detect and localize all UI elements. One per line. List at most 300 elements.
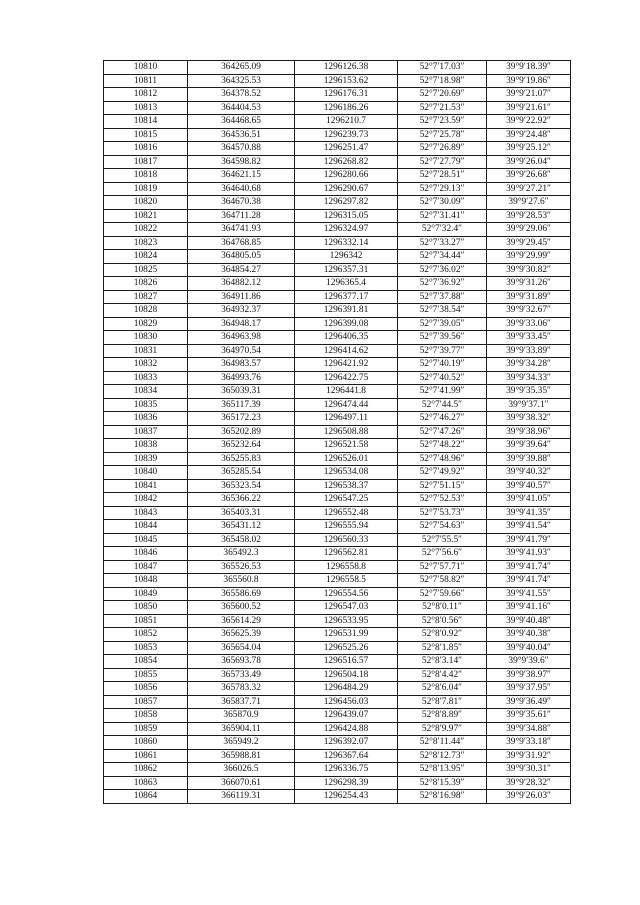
- y-coordinate-cell: 1296441.8: [295, 385, 398, 399]
- x-coordinate-cell: 365431.12: [188, 520, 295, 534]
- y-coordinate-cell: 1296254.43: [295, 790, 398, 804]
- latitude-cell: 52°7′58.82″: [398, 574, 487, 588]
- y-coordinate-cell: 1296526.01: [295, 452, 398, 466]
- y-coordinate-cell: 1296521.58: [295, 439, 398, 453]
- coordinates-table-body: [104, 61, 571, 804]
- longitude-cell: 39°9′35.61″: [487, 709, 571, 723]
- x-coordinate-cell: 365403.31: [188, 506, 295, 520]
- point-number-cell: 10830: [104, 331, 188, 345]
- point-number-cell: 10834: [104, 385, 188, 399]
- table-row: [104, 668, 571, 682]
- y-coordinate-cell: 1296525.26: [295, 641, 398, 655]
- table-row: [104, 115, 571, 129]
- longitude-cell: 39°9′34.33″: [487, 371, 571, 385]
- y-coordinate-cell: 1296516.57: [295, 655, 398, 669]
- latitude-cell: 52°8′15.39″: [398, 776, 487, 790]
- table-row: [104, 398, 571, 412]
- x-coordinate-cell: 365285.54: [188, 466, 295, 480]
- point-number-cell: 10849: [104, 587, 188, 601]
- latitude-cell: 52°7′33.27″: [398, 236, 487, 250]
- longitude-cell: 39°9′38.32″: [487, 412, 571, 426]
- longitude-cell: 39°9′39.64″: [487, 439, 571, 453]
- point-number-cell: 10842: [104, 493, 188, 507]
- y-coordinate-cell: 1296367.64: [295, 749, 398, 763]
- point-number-cell: 10813: [104, 101, 188, 115]
- latitude-cell: 52°7′30.09″: [398, 196, 487, 210]
- longitude-cell: 39°9′19.86″: [487, 74, 571, 88]
- latitude-cell: 52°8′13.95″: [398, 763, 487, 777]
- table-row: [104, 574, 571, 588]
- table-row: [104, 331, 571, 345]
- table-row: [104, 533, 571, 547]
- table-row: [104, 601, 571, 615]
- latitude-cell: 52°7′54.63″: [398, 520, 487, 534]
- latitude-cell: 52°8′0.11″: [398, 601, 487, 615]
- latitude-cell: 52°8′6.04″: [398, 682, 487, 696]
- latitude-cell: 52°7′17.03″: [398, 61, 487, 75]
- point-number-cell: 10827: [104, 290, 188, 304]
- point-number-cell: 10831: [104, 344, 188, 358]
- latitude-cell: 52°7′34.44″: [398, 250, 487, 264]
- y-coordinate-cell: 1296421.92: [295, 358, 398, 372]
- x-coordinate-cell: 365837.71: [188, 695, 295, 709]
- x-coordinate-cell: 365232.64: [188, 439, 295, 453]
- y-coordinate-cell: 1296239.73: [295, 128, 398, 142]
- x-coordinate-cell: 365526.53: [188, 560, 295, 574]
- table-row: [104, 641, 571, 655]
- point-number-cell: 10812: [104, 88, 188, 102]
- longitude-cell: 39°9′40.57″: [487, 479, 571, 493]
- point-number-cell: 10848: [104, 574, 188, 588]
- latitude-cell: 52°8′0.56″: [398, 614, 487, 628]
- latitude-cell: 52°7′40.52″: [398, 371, 487, 385]
- y-coordinate-cell: 1296315.05: [295, 209, 398, 223]
- latitude-cell: 52°7′37.88″: [398, 290, 487, 304]
- point-number-cell: 10819: [104, 182, 188, 196]
- table-row: [104, 493, 571, 507]
- point-number-cell: 10859: [104, 722, 188, 736]
- table-row: [104, 317, 571, 331]
- table-row: [104, 358, 571, 372]
- latitude-cell: 52°7′26.89″: [398, 142, 487, 156]
- point-number-cell: 10850: [104, 601, 188, 615]
- table-row: [104, 709, 571, 723]
- y-coordinate-cell: 1296251.47: [295, 142, 398, 156]
- latitude-cell: 52°7′48.96″: [398, 452, 487, 466]
- x-coordinate-cell: 364570.88: [188, 142, 295, 156]
- longitude-cell: 39°9′18.39″: [487, 61, 571, 75]
- point-number-cell: 10836: [104, 412, 188, 426]
- coordinates-table: [103, 60, 571, 804]
- table-row: [104, 628, 571, 642]
- x-coordinate-cell: 364963.98: [188, 331, 295, 345]
- point-number-cell: 10856: [104, 682, 188, 696]
- point-number-cell: 10825: [104, 263, 188, 277]
- x-coordinate-cell: 365117.39: [188, 398, 295, 412]
- longitude-cell: 39°9′28.53″: [487, 209, 571, 223]
- x-coordinate-cell: 365560.8: [188, 574, 295, 588]
- point-number-cell: 10811: [104, 74, 188, 88]
- latitude-cell: 52°8′7.81″: [398, 695, 487, 709]
- longitude-cell: 39°9′35.35″: [487, 385, 571, 399]
- latitude-cell: 52°8′16.98″: [398, 790, 487, 804]
- table-row: [104, 790, 571, 804]
- point-number-cell: 10864: [104, 790, 188, 804]
- longitude-cell: 39°9′41.05″: [487, 493, 571, 507]
- y-coordinate-cell: 1296280.66: [295, 169, 398, 183]
- longitude-cell: 39°9′26.68″: [487, 169, 571, 183]
- latitude-cell: 52°8′1.85″: [398, 641, 487, 655]
- longitude-cell: 39°9′41.54″: [487, 520, 571, 534]
- table-row: [104, 142, 571, 156]
- point-number-cell: 10837: [104, 425, 188, 439]
- y-coordinate-cell: 1296365.4: [295, 277, 398, 291]
- longitude-cell: 39°9′31.92″: [487, 749, 571, 763]
- x-coordinate-cell: 364621.15: [188, 169, 295, 183]
- point-number-cell: 10839: [104, 452, 188, 466]
- point-number-cell: 10860: [104, 736, 188, 750]
- latitude-cell: 52°8′11.44″: [398, 736, 487, 750]
- table-row: [104, 466, 571, 480]
- latitude-cell: 52°7′57.71″: [398, 560, 487, 574]
- y-coordinate-cell: 1296552.48: [295, 506, 398, 520]
- longitude-cell: 39°9′21.07″: [487, 88, 571, 102]
- table-row: [104, 182, 571, 196]
- latitude-cell: 52°7′25.78″: [398, 128, 487, 142]
- table-row: [104, 614, 571, 628]
- x-coordinate-cell: 365783.32: [188, 682, 295, 696]
- longitude-cell: 39°9′28.32″: [487, 776, 571, 790]
- longitude-cell: 39°9′38.96″: [487, 425, 571, 439]
- latitude-cell: 52°7′38.54″: [398, 304, 487, 318]
- longitude-cell: 39°9′41.79″: [487, 533, 571, 547]
- y-coordinate-cell: 1296297.82: [295, 196, 398, 210]
- longitude-cell: 39°9′37.95″: [487, 682, 571, 696]
- point-number-cell: 10838: [104, 439, 188, 453]
- longitude-cell: 39°9′33.18″: [487, 736, 571, 750]
- y-coordinate-cell: 1296533.95: [295, 614, 398, 628]
- point-number-cell: 10828: [104, 304, 188, 318]
- y-coordinate-cell: 1296391.81: [295, 304, 398, 318]
- x-coordinate-cell: 364325.53: [188, 74, 295, 88]
- x-coordinate-cell: 364711.28: [188, 209, 295, 223]
- latitude-cell: 52°7′39.56″: [398, 331, 487, 345]
- longitude-cell: 39°9′41.74″: [487, 574, 571, 588]
- longitude-cell: 39°9′33.45″: [487, 331, 571, 345]
- table-row: [104, 61, 571, 75]
- longitude-cell: 39°9′33.89″: [487, 344, 571, 358]
- latitude-cell: 52°7′31.41″: [398, 209, 487, 223]
- point-number-cell: 10820: [104, 196, 188, 210]
- table-row: [104, 250, 571, 264]
- table-row: [104, 128, 571, 142]
- x-coordinate-cell: 365625.39: [188, 628, 295, 642]
- point-number-cell: 10821: [104, 209, 188, 223]
- table-row: [104, 587, 571, 601]
- y-coordinate-cell: 1296406.35: [295, 331, 398, 345]
- x-coordinate-cell: 364932.37: [188, 304, 295, 318]
- table-row: [104, 560, 571, 574]
- longitude-cell: 39°9′32.67″: [487, 304, 571, 318]
- table-row: [104, 277, 571, 291]
- point-number-cell: 10851: [104, 614, 188, 628]
- point-number-cell: 10845: [104, 533, 188, 547]
- latitude-cell: 52°8′0.92″: [398, 628, 487, 642]
- y-coordinate-cell: 1296538.37: [295, 479, 398, 493]
- x-coordinate-cell: 365586.69: [188, 587, 295, 601]
- latitude-cell: 52°8′8.89″: [398, 709, 487, 723]
- table-row: [104, 169, 571, 183]
- table-row: [104, 439, 571, 453]
- x-coordinate-cell: 365654.04: [188, 641, 295, 655]
- point-number-cell: 10861: [104, 749, 188, 763]
- y-coordinate-cell: 1296547.03: [295, 601, 398, 615]
- table-row: [104, 520, 571, 534]
- x-coordinate-cell: 366119.31: [188, 790, 295, 804]
- point-number-cell: 10843: [104, 506, 188, 520]
- point-number-cell: 10824: [104, 250, 188, 264]
- table-row: [104, 425, 571, 439]
- latitude-cell: 52°7′41.99″: [398, 385, 487, 399]
- longitude-cell: 39°9′22.92″: [487, 115, 571, 129]
- y-coordinate-cell: 1296342: [295, 250, 398, 264]
- x-coordinate-cell: 365366.22: [188, 493, 295, 507]
- table-row: [104, 506, 571, 520]
- table-row: [104, 682, 571, 696]
- y-coordinate-cell: 1296186.26: [295, 101, 398, 115]
- x-coordinate-cell: 365039.31: [188, 385, 295, 399]
- latitude-cell: 52°7′46.27″: [398, 412, 487, 426]
- x-coordinate-cell: 366070.61: [188, 776, 295, 790]
- longitude-cell: 39°9′25.12″: [487, 142, 571, 156]
- table-row: [104, 722, 571, 736]
- longitude-cell: 39°9′26.04″: [487, 155, 571, 169]
- x-coordinate-cell: 365323.54: [188, 479, 295, 493]
- point-number-cell: 10822: [104, 223, 188, 237]
- y-coordinate-cell: 1296554.56: [295, 587, 398, 601]
- y-coordinate-cell: 1296439.07: [295, 709, 398, 723]
- y-coordinate-cell: 1296392.07: [295, 736, 398, 750]
- x-coordinate-cell: 365870.9: [188, 709, 295, 723]
- x-coordinate-cell: 364948.17: [188, 317, 295, 331]
- x-coordinate-cell: 364805.05: [188, 250, 295, 264]
- longitude-cell: 39°9′29.45″: [487, 236, 571, 250]
- point-number-cell: 10855: [104, 668, 188, 682]
- x-coordinate-cell: 364670.38: [188, 196, 295, 210]
- longitude-cell: 39°9′31.89″: [487, 290, 571, 304]
- y-coordinate-cell: 1296424.88: [295, 722, 398, 736]
- table-row: [104, 452, 571, 466]
- x-coordinate-cell: 364741.93: [188, 223, 295, 237]
- x-coordinate-cell: 365172.23: [188, 412, 295, 426]
- point-number-cell: 10846: [104, 547, 188, 561]
- point-number-cell: 10810: [104, 61, 188, 75]
- latitude-cell: 52°7′40.19″: [398, 358, 487, 372]
- y-coordinate-cell: 1296210.7: [295, 115, 398, 129]
- table-row: [104, 763, 571, 777]
- latitude-cell: 52°7′48.22″: [398, 439, 487, 453]
- y-coordinate-cell: 1296332.14: [295, 236, 398, 250]
- x-coordinate-cell: 364911.86: [188, 290, 295, 304]
- latitude-cell: 52°7′56.6″: [398, 547, 487, 561]
- point-number-cell: 10815: [104, 128, 188, 142]
- longitude-cell: 39°9′39.88″: [487, 452, 571, 466]
- x-coordinate-cell: 365614.29: [188, 614, 295, 628]
- x-coordinate-cell: 364536.51: [188, 128, 295, 142]
- table-row: [104, 74, 571, 88]
- y-coordinate-cell: 1296422.75: [295, 371, 398, 385]
- longitude-cell: 39°9′38.97″: [487, 668, 571, 682]
- x-coordinate-cell: 364854.27: [188, 263, 295, 277]
- table-row: [104, 236, 571, 250]
- latitude-cell: 52°7′21.53″: [398, 101, 487, 115]
- longitude-cell: 39°9′29.06″: [487, 223, 571, 237]
- y-coordinate-cell: 1296298.39: [295, 776, 398, 790]
- point-number-cell: 10814: [104, 115, 188, 129]
- table-row: [104, 88, 571, 102]
- table-row: [104, 209, 571, 223]
- longitude-cell: 39°9′26.03″: [487, 790, 571, 804]
- x-coordinate-cell: 364970.54: [188, 344, 295, 358]
- y-coordinate-cell: 1296547.25: [295, 493, 398, 507]
- x-coordinate-cell: 365693.78: [188, 655, 295, 669]
- y-coordinate-cell: 1296176.31: [295, 88, 398, 102]
- longitude-cell: 39°9′21.61″: [487, 101, 571, 115]
- point-number-cell: 10844: [104, 520, 188, 534]
- x-coordinate-cell: 365733.49: [188, 668, 295, 682]
- point-number-cell: 10847: [104, 560, 188, 574]
- point-number-cell: 10852: [104, 628, 188, 642]
- table-row: [104, 736, 571, 750]
- longitude-cell: 39°9′29.99″: [487, 250, 571, 264]
- longitude-cell: 39°9′40.38″: [487, 628, 571, 642]
- point-number-cell: 10858: [104, 709, 188, 723]
- table-row: [104, 101, 571, 115]
- point-number-cell: 10854: [104, 655, 188, 669]
- latitude-cell: 52°8′3.14″: [398, 655, 487, 669]
- latitude-cell: 52°7′27.79″: [398, 155, 487, 169]
- longitude-cell: 39°9′34.88″: [487, 722, 571, 736]
- table-row: [104, 412, 571, 426]
- point-number-cell: 10862: [104, 763, 188, 777]
- point-number-cell: 10826: [104, 277, 188, 291]
- y-coordinate-cell: 1296456.03: [295, 695, 398, 709]
- y-coordinate-cell: 1296555.94: [295, 520, 398, 534]
- longitude-cell: 39°9′30.31″: [487, 763, 571, 777]
- latitude-cell: 52°7′36.92″: [398, 277, 487, 291]
- table-row: [104, 223, 571, 237]
- y-coordinate-cell: 1296558.8: [295, 560, 398, 574]
- longitude-cell: 39°9′40.04″: [487, 641, 571, 655]
- longitude-cell: 39°9′39.6″: [487, 655, 571, 669]
- longitude-cell: 39°9′40.32″: [487, 466, 571, 480]
- table-row: [104, 304, 571, 318]
- table-row: [104, 371, 571, 385]
- point-number-cell: 10833: [104, 371, 188, 385]
- table-row: [104, 479, 571, 493]
- longitude-cell: 39°9′31.26″: [487, 277, 571, 291]
- point-number-cell: 10818: [104, 169, 188, 183]
- y-coordinate-cell: 1296560.33: [295, 533, 398, 547]
- table-row: [104, 155, 571, 169]
- latitude-cell: 52°7′55.5″: [398, 533, 487, 547]
- point-number-cell: 10853: [104, 641, 188, 655]
- latitude-cell: 52°7′39.77″: [398, 344, 487, 358]
- y-coordinate-cell: 1296508.88: [295, 425, 398, 439]
- latitude-cell: 52°8′4.42″: [398, 668, 487, 682]
- x-coordinate-cell: 364265.09: [188, 61, 295, 75]
- x-coordinate-cell: 366026.5: [188, 763, 295, 777]
- y-coordinate-cell: 1296290.67: [295, 182, 398, 196]
- longitude-cell: 39°9′41.55″: [487, 587, 571, 601]
- y-coordinate-cell: 1296414.62: [295, 344, 398, 358]
- latitude-cell: 52°7′53.73″: [398, 506, 487, 520]
- y-coordinate-cell: 1296336.75: [295, 763, 398, 777]
- latitude-cell: 52°8′9.97″: [398, 722, 487, 736]
- point-number-cell: 10857: [104, 695, 188, 709]
- latitude-cell: 52°7′32.4″: [398, 223, 487, 237]
- x-coordinate-cell: 365458.02: [188, 533, 295, 547]
- y-coordinate-cell: 1296504.18: [295, 668, 398, 682]
- longitude-cell: 39°9′41.16″: [487, 601, 571, 615]
- latitude-cell: 52°7′29.13″: [398, 182, 487, 196]
- x-coordinate-cell: 364640.68: [188, 182, 295, 196]
- longitude-cell: 39°9′30.82″: [487, 263, 571, 277]
- longitude-cell: 39°9′41.74″: [487, 560, 571, 574]
- point-number-cell: 10840: [104, 466, 188, 480]
- x-coordinate-cell: 365600.52: [188, 601, 295, 615]
- longitude-cell: 39°9′37.1″: [487, 398, 571, 412]
- longitude-cell: 39°9′41.35″: [487, 506, 571, 520]
- y-coordinate-cell: 1296562.81: [295, 547, 398, 561]
- latitude-cell: 52°7′52.53″: [398, 493, 487, 507]
- x-coordinate-cell: 365988.81: [188, 749, 295, 763]
- longitude-cell: 39°9′27.21″: [487, 182, 571, 196]
- x-coordinate-cell: 365492.3: [188, 547, 295, 561]
- x-coordinate-cell: 364993.76: [188, 371, 295, 385]
- y-coordinate-cell: 1296484.29: [295, 682, 398, 696]
- longitude-cell: 39°9′33.06″: [487, 317, 571, 331]
- y-coordinate-cell: 1296153.62: [295, 74, 398, 88]
- y-coordinate-cell: 1296474.44: [295, 398, 398, 412]
- y-coordinate-cell: 1296268.82: [295, 155, 398, 169]
- table-row: [104, 749, 571, 763]
- y-coordinate-cell: 1296534.08: [295, 466, 398, 480]
- table-row: [104, 263, 571, 277]
- point-number-cell: 10835: [104, 398, 188, 412]
- longitude-cell: 39°9′41.93″: [487, 547, 571, 561]
- table-row: [104, 290, 571, 304]
- latitude-cell: 52°7′20.69″: [398, 88, 487, 102]
- x-coordinate-cell: 364882.12: [188, 277, 295, 291]
- latitude-cell: 52°7′47.26″: [398, 425, 487, 439]
- y-coordinate-cell: 1296324.97: [295, 223, 398, 237]
- x-coordinate-cell: 365202.89: [188, 425, 295, 439]
- latitude-cell: 52°7′59.66″: [398, 587, 487, 601]
- x-coordinate-cell: 365904.11: [188, 722, 295, 736]
- x-coordinate-cell: 364468.65: [188, 115, 295, 129]
- table-row: [104, 196, 571, 210]
- latitude-cell: 52°7′18.98″: [398, 74, 487, 88]
- point-number-cell: 10863: [104, 776, 188, 790]
- latitude-cell: 52°7′49.92″: [398, 466, 487, 480]
- longitude-cell: 39°9′34.28″: [487, 358, 571, 372]
- latitude-cell: 52°7′36.02″: [398, 263, 487, 277]
- latitude-cell: 52°7′51.15″: [398, 479, 487, 493]
- latitude-cell: 52°8′12.73″: [398, 749, 487, 763]
- x-coordinate-cell: 364598.82: [188, 155, 295, 169]
- y-coordinate-cell: 1296377.17: [295, 290, 398, 304]
